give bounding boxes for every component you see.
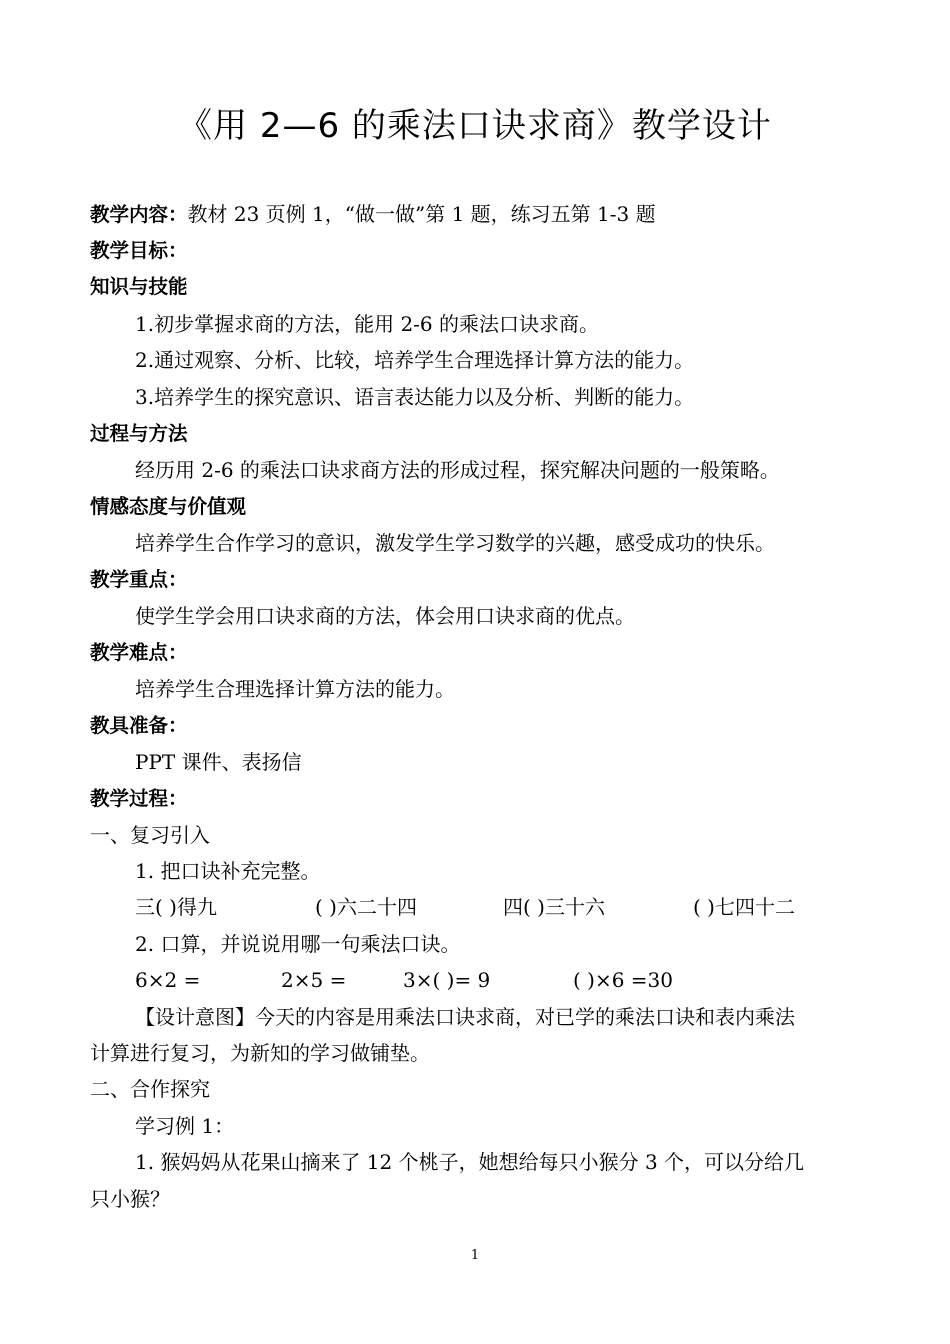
fill-item-1: 三( )得九: [135, 895, 217, 919]
content-text: 教材 23 页例 1，“做一做”第 1 题，练习五第 1-3 题: [187, 202, 656, 226]
calc-item-3: 3×( )= 9: [403, 968, 491, 992]
fill-item-4: ( )七四十二: [693, 895, 795, 919]
materials-heading: 教具准备：: [90, 714, 188, 737]
fill-item-2: ( )六二十四: [315, 895, 417, 919]
objectives-heading: 教学目标：: [90, 239, 188, 262]
process-method-text: 经历用 2-6 的乘法口诀求商方法的形成过程，探究解决问题的一般策略。: [135, 458, 780, 482]
design-intent-line-2: 计算进行复习，为新知的学习做铺垫。: [90, 1041, 430, 1065]
section-1-heading: 一、复习引入: [90, 823, 210, 847]
process-method-heading: 过程与方法: [90, 422, 188, 445]
process-heading: 教学过程：: [90, 787, 188, 810]
content-line: [90, 201, 656, 228]
content-label: 教学内容：: [90, 203, 188, 226]
emotion-heading: 情感态度与价值观: [90, 495, 247, 518]
page-title: 《用 2—6 的乘法口诀求商》教学设计: [178, 106, 772, 146]
knowledge-heading: 知识与技能: [90, 275, 188, 298]
calc-item-1: 6×2 =: [135, 968, 201, 992]
design-intent-line-1: 【设计意图】今天的内容是用乘法口诀求商，对已学的乘法口诀和表内乘法: [135, 1005, 795, 1029]
section-2-heading: 二、合作探究: [90, 1077, 210, 1101]
key-point-heading: 教学重点：: [90, 568, 188, 591]
materials-text: PPT 课件、表扬信: [135, 750, 302, 774]
task-2: 2. 口算，并说说用哪一句乘法口诀。: [135, 932, 461, 956]
fill-item-3: 四( )三十六: [503, 895, 605, 919]
problem-line-2: 只小猴？: [90, 1187, 170, 1211]
example-label: 学习例 1：: [135, 1114, 235, 1138]
calc-item-2: 2×5 =: [281, 968, 347, 992]
key-point-text: 使学生学会用口诀求商的方法，体会用口诀求商的优点。: [135, 604, 635, 628]
problem-line-1: 1. 猴妈妈从花果山摘来了 12 个桃子，她想给每只小猴分 3 个，可以分给几: [135, 1150, 805, 1174]
knowledge-item-1: 1.初步掌握求商的方法，能用 2-6 的乘法口诀求商。: [135, 312, 600, 336]
knowledge-item-3: 3.培养学生的探究意识、语言表达能力以及分析、判断的能力。: [135, 385, 695, 409]
calc-item-4: ( )×6 =30: [573, 968, 674, 992]
difficulty-text: 培养学生合理选择计算方法的能力。: [135, 677, 455, 701]
page-number: 1: [470, 1248, 480, 1263]
task-1: 1. 把口诀补充完整。: [135, 859, 321, 883]
difficulty-heading: 教学难点：: [90, 641, 188, 664]
emotion-text: 培养学生合作学习的意识，激发学生学习数学的兴趣，感受成功的快乐。: [135, 531, 775, 555]
knowledge-item-2: 2.通过观察、分析、比较，培养学生合理选择计算方法的能力。: [135, 348, 695, 372]
